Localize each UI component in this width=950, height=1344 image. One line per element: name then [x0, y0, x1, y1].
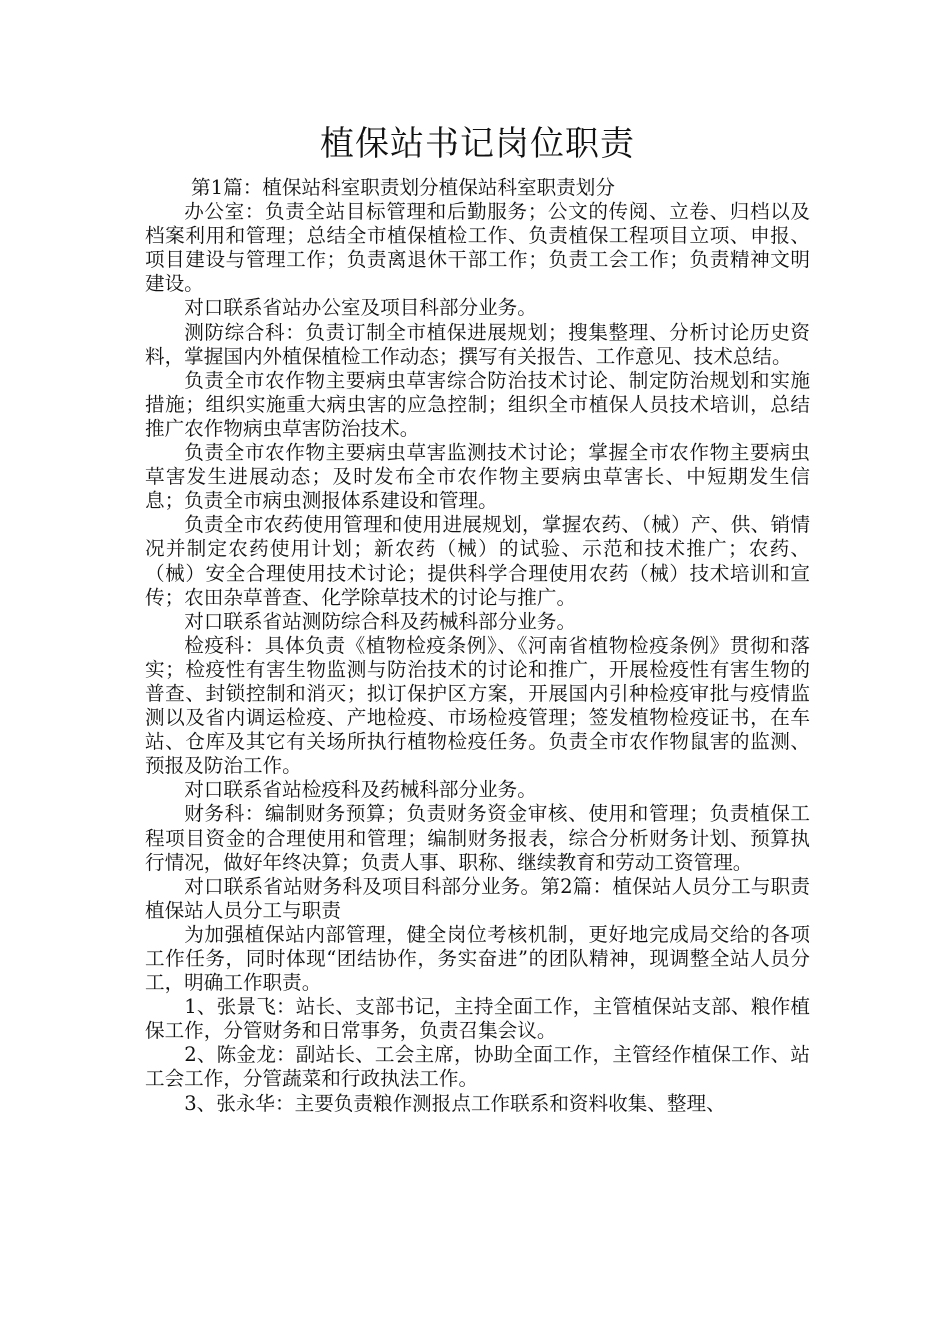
paragraph: 检疫科：具体负责《植物检疫条例》、《河南省植物检疫条例》贯彻和落实；检疫性有害生物监测与防治技术的讨论和推广，开展检疫性有害生物的普查、封锁控制和消灭；拟订保护区方案，开展国内引种检疫审批与疫情监测以及省内调运检疫、产地检疫、市场检疫管理；签发植物检疫证书，在车站、仓库及其它有关场所执行植物检疫任务。负责全市农作物鼠害的监测、预报及防治工作。	[145, 633, 810, 778]
paragraph: 财务科：编制财务预算；负责财务资金审核、使用和管理；负责植保工程项目资金的合理使用和管理；编制财务报表，综合分析财务计划、预算执行情况，做好年终决算；负责人事、职称、继续教育和劳动工资管理。	[145, 802, 810, 874]
paragraph: 负责全市农药使用管理和使用进展规划，掌握农药、（械）产、供、销情况并制定农药使用计划；新农药（械）的试验、示范和技术推广；农药、（械）安全合理使用技术讨论；提供科学合理使用农药（械）技术培训和宣传；农田杂草普查、化学除草技术的讨论与推广。	[145, 513, 810, 609]
paragraph: 对口联系省站办公室及项目科部分业务。	[184, 296, 537, 320]
paragraph: 对口联系省站检疫科及药械科部分业务。	[184, 778, 537, 802]
paragraph: 对口联系省站财务科及项目科部分业务。第2篇：植保站人员分工与职责植保站人员分工与职责	[145, 874, 810, 922]
paragraph: 对口联系省站测防综合科及药械科部分业务。	[184, 609, 577, 633]
paragraph: 测防综合科：负责订制全市植保进展规划；搜集整理、分析讨论历史资料，掌握国内外植保植检工作动态；撰写有关报告、工作意见、技术总结。	[145, 320, 810, 368]
paragraph: 第1篇：植保站科室职责划分植保站科室职责划分	[191, 176, 615, 199]
paragraph: 负责全市农作物主要病虫草害监测技术讨论；掌握全市农作物主要病虫草害发生进展动态；及时发布全市农作物主要病虫草害长、中短期发生信息；负责全市病虫测报体系建设和管理。	[145, 441, 810, 513]
paragraph: 办公室：负责全站目标管理和后勤服务；公文的传阅、立卷、归档以及档案利用和管理；总结全市植保植检工作、负责植保工程项目立项、申报、项目建设与管理工作；负责离退休干部工作；负责工会工作；负责精神文明建设。	[145, 200, 810, 296]
paragraph: 1、张景飞：站长、支部书记，主持全面工作，主管植保站支部、粮作植保工作，分管财务和日常事务，负责召集会议。	[145, 995, 810, 1043]
paragraph: 2、陈金龙：副站长、工会主席，协助全面工作，主管经作植保工作、站工会工作，分管蔬菜和行政执法工作。	[145, 1043, 810, 1091]
document-title: 植保站书记岗位职责	[320, 124, 635, 164]
paragraph: 3、张永华：主要负责粮作测报点工作联系和资料收集、整理、	[184, 1091, 726, 1115]
paragraph: 负责全市农作物主要病虫草害综合防治技术讨论、制定防治规划和实施措施；组织实施重大病虫害的应急控制；组织全市植保人员技术培训，总结推广农作物病虫草害防治技术。	[145, 368, 810, 440]
paragraph: 为加强植保站内部管理，健全岗位考核机制，更好地完成局交给的各项工作任务，同时体现“团结协作，务实奋进”的团队精神，现调整全站人员分工，明确工作职责。	[145, 922, 810, 995]
document-page	[145, 122, 810, 1116]
